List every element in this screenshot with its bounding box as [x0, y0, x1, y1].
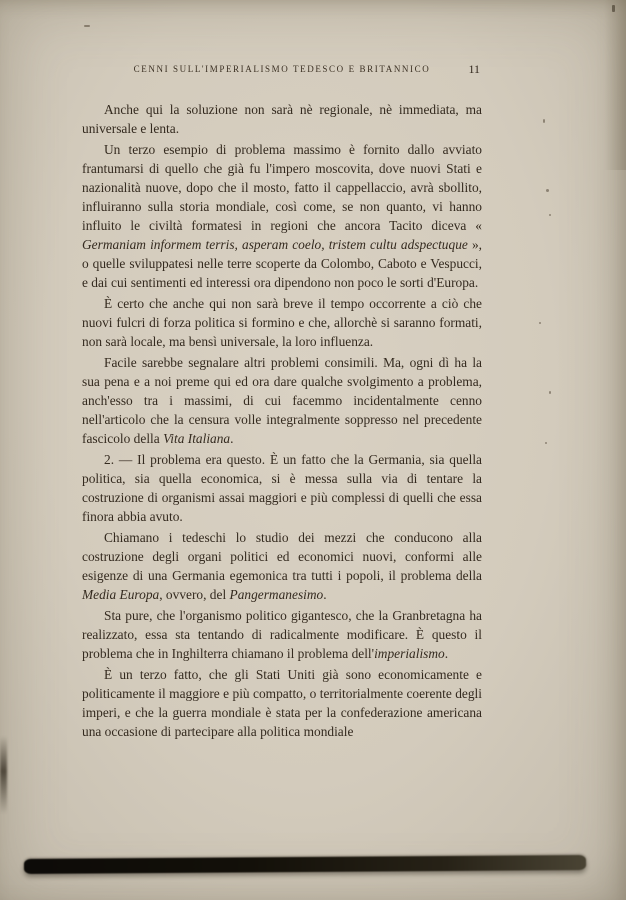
text-run-italic: Vita Italiana — [163, 431, 231, 446]
scan-corner-shade — [604, 0, 626, 170]
dust-speck — [543, 119, 545, 123]
text-run: È certo che anche qui non sarà breve il tempo occorrente a ciò che nuovi fulcri di forza politica si formino e che, allorchè si saranno formati, non sarà locale, ma bensì universale, la loro influenza. — [82, 296, 482, 349]
text-run: », o quelle sviluppatesi nelle terre scoperte da Colombo, Caboto e Vespucci, e dai cui sentimenti ed interessi ora dipendono non poco le sorti d'Europa. — [82, 237, 482, 290]
paragraph-1 — [82, 100, 482, 138]
text-run: Anche qui la soluzione non sarà nè regionale, nè immediata, ma universale e lenta. — [82, 102, 482, 136]
dust-speck — [545, 442, 547, 444]
text-run: , ovvero, del — [159, 587, 230, 602]
text-run: 2. — Il problema era questo. È un fatto che la Germania, sia quella politica, sia quella economica, si è messa sulla via di tentare la costruzione di organismi assai maggiori e più complessi di quelli che essa finora abbia avuto. — [82, 452, 482, 524]
text-run-italic: Germaniam informem terris, asperam coelo, tristem cultu adspectuque — [82, 237, 468, 252]
text-run: È un terzo fatto, che gli Stati Uniti già sono economicamente e politicamente il maggiore e più compatto, o territorialmente coerente degli imperi, e che la guerra mondiale è stata per la confederazione americana una occasione di partecipare alla politica mondiale — [82, 667, 482, 739]
dust-speck — [549, 214, 551, 216]
text-run: Sta pure, che l'organismo politico gigantesco, che la Granbretagna ha realizzato, essa sta tentando di radicalmente modificare. È questo il problema che in Inghilterra chiamano il problema dell' — [82, 608, 482, 661]
paragraph-3 — [82, 294, 482, 351]
text-run-italic: Media Europa — [82, 587, 160, 602]
paragraph-2 — [82, 140, 482, 292]
dust-speck — [549, 391, 551, 394]
paragraph-4 — [82, 353, 482, 448]
dust-speck — [539, 322, 541, 324]
dust-speck — [84, 25, 90, 27]
page-header — [82, 63, 482, 79]
paragraph-8 — [82, 665, 482, 741]
scan-edge-smudge — [0, 736, 7, 814]
page-body — [82, 100, 482, 741]
dust-speck — [612, 5, 615, 12]
text-run: Facile sarebbe segnalare altri problemi consimili. Ma, ogni dì ha la sua pena e a noi preme qui ed ora dare qualche svolgimento a problema, anch'esso tra i massimi, di cui facemmo incidentalmente cenno nell'articolo che la censura volle integralmente soppresso nel precedente fascicolo della — [82, 355, 482, 446]
text-run: Un terzo esempio di problema massimo è fornito dallo avviato frantumarsi di quello che già fu l'impero moscovita, dove nuovi Stati e nazionalità nuove, dopo che il mosto, fatto il cappellaccio, avrà sbollito, influiranno sulla storia mondiale, così come, se non quanto, vi hanno influito le civiltà formatesi in regioni che ancora Tacito diceva « — [82, 142, 482, 233]
dust-speck — [546, 189, 549, 192]
text-run: . — [444, 646, 449, 661]
page-number: 11 — [468, 62, 480, 76]
text-run-italic: imperialismo — [374, 646, 445, 661]
text-run: . — [230, 431, 234, 446]
paragraph-5 — [82, 450, 482, 526]
text-run: . — [323, 587, 327, 602]
text-run-italic: Pangermanesimo — [229, 587, 324, 602]
paragraph-6 — [82, 528, 482, 604]
paragraph-7 — [82, 606, 482, 663]
running-title: CENNI SULL'IMPERIALISMO TEDESCO E BRITANNICO — [133, 64, 431, 74]
text-run: Chiamano i tedeschi lo studio dei mezzi che conducono alla costruzione degli organi politici ed economici nuovi, conformi alle esigenze di una Germania egemonica tra tutti i popoli, il problema della — [82, 530, 482, 583]
